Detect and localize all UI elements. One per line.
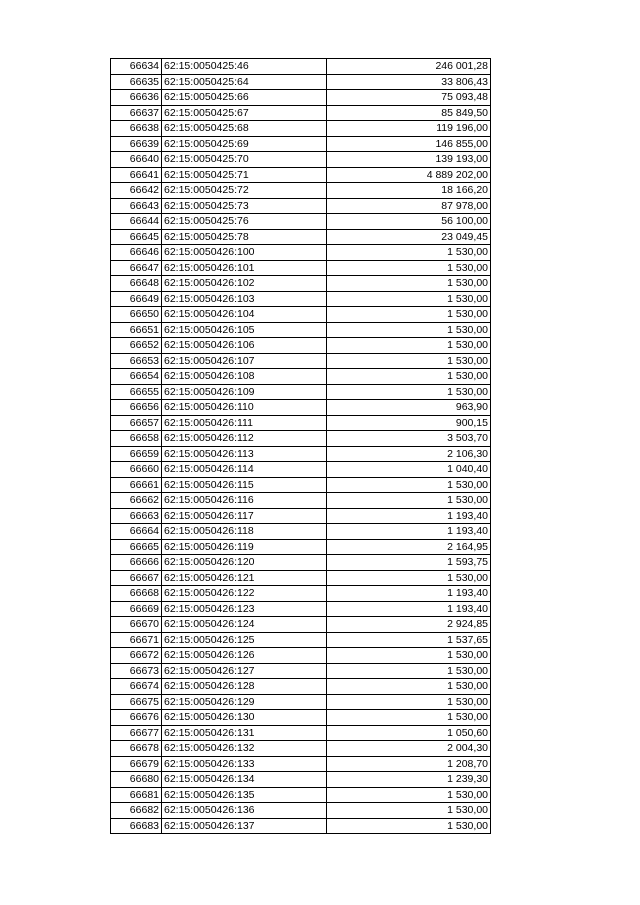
table-row (111, 136, 491, 152)
table-row (111, 818, 491, 834)
cadastral-value-table (110, 58, 491, 834)
cadastral-value-cell: 18 166,20 (327, 183, 491, 199)
cadastral-number-cell: 62:15:0050426:117 (162, 508, 327, 524)
table-row (111, 276, 491, 292)
table-row (111, 694, 491, 710)
table-body (111, 59, 491, 834)
table-row (111, 524, 491, 540)
cadastral-number-cell: 62:15:0050426:133 (162, 756, 327, 772)
row-number-cell: 66641 (111, 167, 162, 183)
cadastral-value-cell: 2 164,95 (327, 539, 491, 555)
cadastral-number-cell: 62:15:0050426:122 (162, 586, 327, 602)
cadastral-number-cell: 62:15:0050426:115 (162, 477, 327, 493)
row-number-cell: 66671 (111, 632, 162, 648)
table-row (111, 431, 491, 447)
row-number-cell: 66682 (111, 803, 162, 819)
table-row (111, 291, 491, 307)
table-row (111, 307, 491, 323)
cadastral-number-cell: 62:15:0050426:129 (162, 694, 327, 710)
row-number-cell: 66666 (111, 555, 162, 571)
table-row (111, 663, 491, 679)
row-number-cell: 66642 (111, 183, 162, 199)
table-row (111, 725, 491, 741)
cadastral-number-cell: 62:15:0050426:137 (162, 818, 327, 834)
cadastral-number-cell: 62:15:0050425:69 (162, 136, 327, 152)
cadastral-value-cell: 1 530,00 (327, 663, 491, 679)
row-number-cell: 66658 (111, 431, 162, 447)
cadastral-number-cell: 62:15:0050426:119 (162, 539, 327, 555)
row-number-cell: 66654 (111, 369, 162, 385)
row-number-cell: 66643 (111, 198, 162, 214)
table-row (111, 74, 491, 90)
cadastral-number-cell: 62:15:0050426:103 (162, 291, 327, 307)
row-number-cell: 66664 (111, 524, 162, 540)
cadastral-number-cell: 62:15:0050425:73 (162, 198, 327, 214)
row-number-cell: 66639 (111, 136, 162, 152)
cadastral-value-cell: 1 050,60 (327, 725, 491, 741)
table-row (111, 183, 491, 199)
cadastral-value-cell: 1 193,40 (327, 601, 491, 617)
cadastral-value-cell: 1 239,30 (327, 772, 491, 788)
cadastral-value-cell: 1 530,00 (327, 245, 491, 261)
cadastral-number-cell: 62:15:0050426:109 (162, 384, 327, 400)
cadastral-value-cell: 4 889 202,00 (327, 167, 491, 183)
table-row (111, 260, 491, 276)
cadastral-value-cell: 1 537,65 (327, 632, 491, 648)
cadastral-number-cell: 62:15:0050426:125 (162, 632, 327, 648)
row-number-cell: 66657 (111, 415, 162, 431)
row-number-cell: 66655 (111, 384, 162, 400)
row-number-cell: 66679 (111, 756, 162, 772)
cadastral-value-cell: 1 530,00 (327, 369, 491, 385)
cadastral-number-cell: 62:15:0050425:67 (162, 105, 327, 121)
cadastral-value-cell: 1 193,40 (327, 508, 491, 524)
cadastral-value-cell: 85 849,50 (327, 105, 491, 121)
cadastral-value-cell: 1 530,00 (327, 493, 491, 509)
row-number-cell: 66637 (111, 105, 162, 121)
cadastral-number-cell: 62:15:0050425:46 (162, 59, 327, 75)
cadastral-value-cell: 1 530,00 (327, 570, 491, 586)
row-number-cell: 66683 (111, 818, 162, 834)
row-number-cell: 66638 (111, 121, 162, 137)
table-row (111, 539, 491, 555)
row-number-cell: 66681 (111, 787, 162, 803)
cadastral-number-cell: 62:15:0050425:76 (162, 214, 327, 230)
cadastral-number-cell: 62:15:0050425:72 (162, 183, 327, 199)
table-row (111, 570, 491, 586)
table-row (111, 477, 491, 493)
row-number-cell: 66652 (111, 338, 162, 354)
cadastral-number-cell: 62:15:0050426:100 (162, 245, 327, 261)
cadastral-value-cell: 900,15 (327, 415, 491, 431)
cadastral-number-cell: 62:15:0050425:64 (162, 74, 327, 90)
cadastral-value-cell: 1 530,00 (327, 694, 491, 710)
row-number-cell: 66669 (111, 601, 162, 617)
cadastral-number-cell: 62:15:0050426:116 (162, 493, 327, 509)
cadastral-number-cell: 62:15:0050426:126 (162, 648, 327, 664)
row-number-cell: 66674 (111, 679, 162, 695)
table-row (111, 353, 491, 369)
cadastral-value-cell: 75 093,48 (327, 90, 491, 106)
row-number-cell: 66663 (111, 508, 162, 524)
row-number-cell: 66662 (111, 493, 162, 509)
row-number-cell: 66677 (111, 725, 162, 741)
table-row (111, 59, 491, 75)
cadastral-value-cell: 1 530,00 (327, 338, 491, 354)
row-number-cell: 66659 (111, 446, 162, 462)
row-number-cell: 66667 (111, 570, 162, 586)
row-number-cell: 66672 (111, 648, 162, 664)
table-row (111, 90, 491, 106)
cadastral-value-cell: 1 040,40 (327, 462, 491, 478)
table-row (111, 446, 491, 462)
table-row (111, 105, 491, 121)
cadastral-value-cell: 2 106,30 (327, 446, 491, 462)
row-number-cell: 66678 (111, 741, 162, 757)
cadastral-value-cell: 2 004,30 (327, 741, 491, 757)
cadastral-number-cell: 62:15:0050426:127 (162, 663, 327, 679)
row-number-cell: 66645 (111, 229, 162, 245)
table-row (111, 167, 491, 183)
cadastral-value-cell: 119 196,00 (327, 121, 491, 137)
cadastral-value-cell: 1 193,40 (327, 586, 491, 602)
row-number-cell: 66656 (111, 400, 162, 416)
cadastral-value-cell: 146 855,00 (327, 136, 491, 152)
table-row (111, 338, 491, 354)
cadastral-value-cell: 246 001,28 (327, 59, 491, 75)
cadastral-number-cell: 62:15:0050426:106 (162, 338, 327, 354)
cadastral-number-cell: 62:15:0050426:107 (162, 353, 327, 369)
table-row (111, 214, 491, 230)
table-row (111, 601, 491, 617)
cadastral-value-cell: 2 924,85 (327, 617, 491, 633)
table-row (111, 152, 491, 168)
table-row (111, 741, 491, 757)
row-number-cell: 66635 (111, 74, 162, 90)
cadastral-value-cell: 87 978,00 (327, 198, 491, 214)
cadastral-number-cell: 62:15:0050426:130 (162, 710, 327, 726)
table-row (111, 555, 491, 571)
cadastral-value-cell: 1 530,00 (327, 384, 491, 400)
cadastral-value-cell: 1 530,00 (327, 679, 491, 695)
table-row (111, 415, 491, 431)
cadastral-value-cell: 1 530,00 (327, 787, 491, 803)
table-row (111, 710, 491, 726)
cadastral-number-cell: 62:15:0050426:101 (162, 260, 327, 276)
cadastral-value-cell: 1 530,00 (327, 291, 491, 307)
cadastral-value-cell: 1 530,00 (327, 322, 491, 338)
cadastral-value-cell: 1 530,00 (327, 260, 491, 276)
cadastral-number-cell: 62:15:0050426:108 (162, 369, 327, 385)
table-row (111, 229, 491, 245)
row-number-cell: 66634 (111, 59, 162, 75)
table-row (111, 787, 491, 803)
row-number-cell: 66676 (111, 710, 162, 726)
table-row (111, 198, 491, 214)
row-number-cell: 66670 (111, 617, 162, 633)
cadastral-number-cell: 62:15:0050425:68 (162, 121, 327, 137)
table-row (111, 803, 491, 819)
cadastral-number-cell: 62:15:0050426:112 (162, 431, 327, 447)
table-row (111, 384, 491, 400)
table-row (111, 679, 491, 695)
cadastral-number-cell: 62:15:0050426:132 (162, 741, 327, 757)
row-number-cell: 66665 (111, 539, 162, 555)
cadastral-number-cell: 62:15:0050426:104 (162, 307, 327, 323)
cadastral-number-cell: 62:15:0050426:136 (162, 803, 327, 819)
cadastral-value-cell: 33 806,43 (327, 74, 491, 90)
cadastral-number-cell: 62:15:0050426:124 (162, 617, 327, 633)
row-number-cell: 66680 (111, 772, 162, 788)
table-row (111, 508, 491, 524)
row-number-cell: 66673 (111, 663, 162, 679)
cadastral-number-cell: 62:15:0050425:70 (162, 152, 327, 168)
cadastral-number-cell: 62:15:0050425:66 (162, 90, 327, 106)
cadastral-number-cell: 62:15:0050426:120 (162, 555, 327, 571)
cadastral-number-cell: 62:15:0050426:121 (162, 570, 327, 586)
cadastral-number-cell: 62:15:0050426:123 (162, 601, 327, 617)
row-number-cell: 66646 (111, 245, 162, 261)
table-row (111, 245, 491, 261)
cadastral-value-cell: 3 503,70 (327, 431, 491, 447)
row-number-cell: 66640 (111, 152, 162, 168)
cadastral-value-cell: 1 208,70 (327, 756, 491, 772)
row-number-cell: 66648 (111, 276, 162, 292)
row-number-cell: 66660 (111, 462, 162, 478)
row-number-cell: 66649 (111, 291, 162, 307)
table-row (111, 400, 491, 416)
cadastral-value-cell: 1 530,00 (327, 818, 491, 834)
cadastral-number-cell: 62:15:0050426:134 (162, 772, 327, 788)
cadastral-value-cell: 139 193,00 (327, 152, 491, 168)
cadastral-number-cell: 62:15:0050426:135 (162, 787, 327, 803)
table-row (111, 617, 491, 633)
cadastral-number-cell: 62:15:0050426:102 (162, 276, 327, 292)
row-number-cell: 66647 (111, 260, 162, 276)
table-row (111, 462, 491, 478)
row-number-cell: 66650 (111, 307, 162, 323)
cadastral-value-cell: 1 530,00 (327, 477, 491, 493)
table-row (111, 648, 491, 664)
row-number-cell: 66675 (111, 694, 162, 710)
row-number-cell: 66644 (111, 214, 162, 230)
table-row (111, 586, 491, 602)
cadastral-value-cell: 1 530,00 (327, 276, 491, 292)
cadastral-number-cell: 62:15:0050426:110 (162, 400, 327, 416)
cadastral-number-cell: 62:15:0050426:113 (162, 446, 327, 462)
row-number-cell: 66636 (111, 90, 162, 106)
cadastral-value-cell: 963,90 (327, 400, 491, 416)
cadastral-value-cell: 1 530,00 (327, 710, 491, 726)
cadastral-value-cell: 1 530,00 (327, 307, 491, 323)
table-row (111, 772, 491, 788)
table-row (111, 756, 491, 772)
cadastral-value-cell: 56 100,00 (327, 214, 491, 230)
table-row (111, 322, 491, 338)
cadastral-number-cell: 62:15:0050426:118 (162, 524, 327, 540)
row-number-cell: 66653 (111, 353, 162, 369)
cadastral-value-cell: 1 530,00 (327, 353, 491, 369)
cadastral-number-cell: 62:15:0050425:78 (162, 229, 327, 245)
cadastral-number-cell: 62:15:0050426:111 (162, 415, 327, 431)
row-number-cell: 66668 (111, 586, 162, 602)
row-number-cell: 66661 (111, 477, 162, 493)
cadastral-value-cell: 23 049,45 (327, 229, 491, 245)
cadastral-number-cell: 62:15:0050425:71 (162, 167, 327, 183)
cadastral-value-cell: 1 530,00 (327, 648, 491, 664)
table-row (111, 632, 491, 648)
row-number-cell: 66651 (111, 322, 162, 338)
cadastral-number-cell: 62:15:0050426:105 (162, 322, 327, 338)
table-row (111, 121, 491, 137)
cadastral-value-cell: 1 593,75 (327, 555, 491, 571)
table-row (111, 369, 491, 385)
cadastral-number-cell: 62:15:0050426:114 (162, 462, 327, 478)
cadastral-value-cell: 1 530,00 (327, 803, 491, 819)
cadastral-number-cell: 62:15:0050426:128 (162, 679, 327, 695)
table-row (111, 493, 491, 509)
cadastral-number-cell: 62:15:0050426:131 (162, 725, 327, 741)
cadastral-value-cell: 1 193,40 (327, 524, 491, 540)
